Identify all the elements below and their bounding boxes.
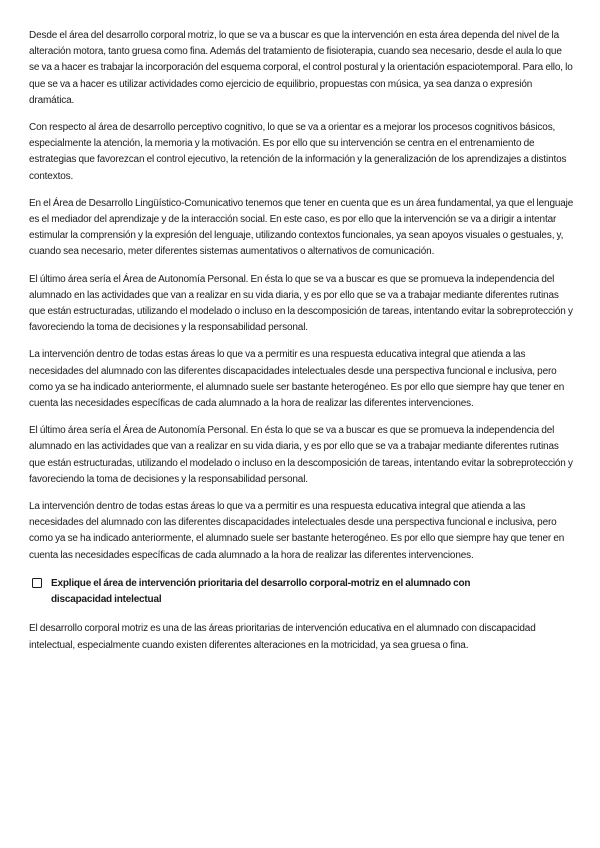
question-text: Explique el área de intervención prioritaria del desarrollo corporal-motriz en el alumnado con discapacidad intelectual <box>51 577 471 606</box>
paragraph-personal-autonomy-repeat: El último área sería el Área de Autonomía Personal. En ésta lo que se va a buscar es que se promueva la independencia del alumnado en las actividades que van a realizar en su vida diaria, y es por ello que se va a trabajar mediante diferentes rutinas que están estructuradas, utilizando el modelado o incluso en la descomposición de tareas, intentando evitar la sobreprotección y favoreciendo la toma de decisiones y la responsabilidad personal. <box>29 425 573 485</box>
paragraph-motor-development: Desde el área del desarrollo corporal motriz, lo que se va a buscar es que la intervención en esta área dependa del nivel de la alteración motora, tanto gruesa como fina. Además del tratamiento de fisioterapia, cuando sea necesario, desde el aula lo que se va a hacer es trabajar la incorporación del esquema corporal, el control postural y la orientación espaciotemporal. Para ello, lo que se va a hacer es utilizar actividades como ejercicio de equilibrio, propuestas con música, ya sea danza o expresión dramática. <box>29 30 573 106</box>
paragraph-integral-response-repeat: La intervención dentro de todas estas áreas lo que va a permitir es una respuesta educativa integral que atienda a las necesidades del alumnado con las diferentes discapacidades intelectuales desde una perspectiva funcional e inclusiva, pero como ya se ha indicado anteriormente, el alumnado suele ser bastante heterogéneo. Es por ello que siempre hay que tener en cuenta las necesidades específicas de cada alumnado a la hora de realizar las diferentes intervenciones. <box>29 501 565 561</box>
document-page <box>29 28 574 665</box>
answer-paragraph: El desarrollo corporal motriz es una de las áreas prioritarias de intervención educativa en el alumnado con discapacidad intelectual, especialmente cuando existen diferentes alteraciones en la motricidad, ya sea gruesa o fina. <box>29 623 536 651</box>
paragraph-cognitive-development: Con respecto al área de desarrollo perceptivo cognitivo, lo que se va a orientar es a mejorar los procesos cognitivos básicos, especialmente la atención, la memoria y la motivación. Es por ello que su intervención se centra en el entrenamiento de estrategias que favorezcan el control ejecutivo, la retención de la información y la generalización de los aprendizajes a distintos contextos. <box>29 122 567 182</box>
question-item <box>32 576 574 608</box>
paragraph-language-communication: En el Área de Desarrollo Lingüístico-Comunicativo tenemos que tener en cuenta que es un área fundamental, ya que el lenguaje es el mediador del aprendizaje y de la interacción social. En este caso, es por ello que la intervención se va a dirigir a intentar estimular la comprensión y la expresión del lenguaje, utilizando contextos funcionales, ya sean apoyos visuales o gestuales, y, cuando sea necesario, meter diferentes sistemas aumentativos o alternativos de comunicación. <box>29 197 574 258</box>
paragraph-integral-response: La intervención dentro de todas estas áreas lo que va a permitir es una respuesta educativa integral que atienda a las necesidades del alumnado con las diferentes discapacidades intelectuales desde una perspectiva funcional e inclusiva, pero como ya se ha indicado anteriormente, el alumnado suele ser bastante heterogéneo. Es por ello que siempre hay que tener en cuenta las necesidades específicas de cada alumnado a la hora de realizar las diferentes intervenciones. <box>29 349 565 410</box>
question-checkbox[interactable] <box>32 578 42 588</box>
paragraph-personal-autonomy: El último área sería el Área de Autonomía Personal. En ésta lo que se va a buscar es que se promueva la independencia del alumnado en las actividades que van a realizar en su vida diaria, y es por ello que se va a trabajar mediante diferentes rutinas que están estructuradas, utilizando el modelado o incluso en la descomposición de tareas, intentando evitar la sobreprotección y favoreciendo la toma de decisiones y la responsabilidad personal. <box>29 273 573 334</box>
